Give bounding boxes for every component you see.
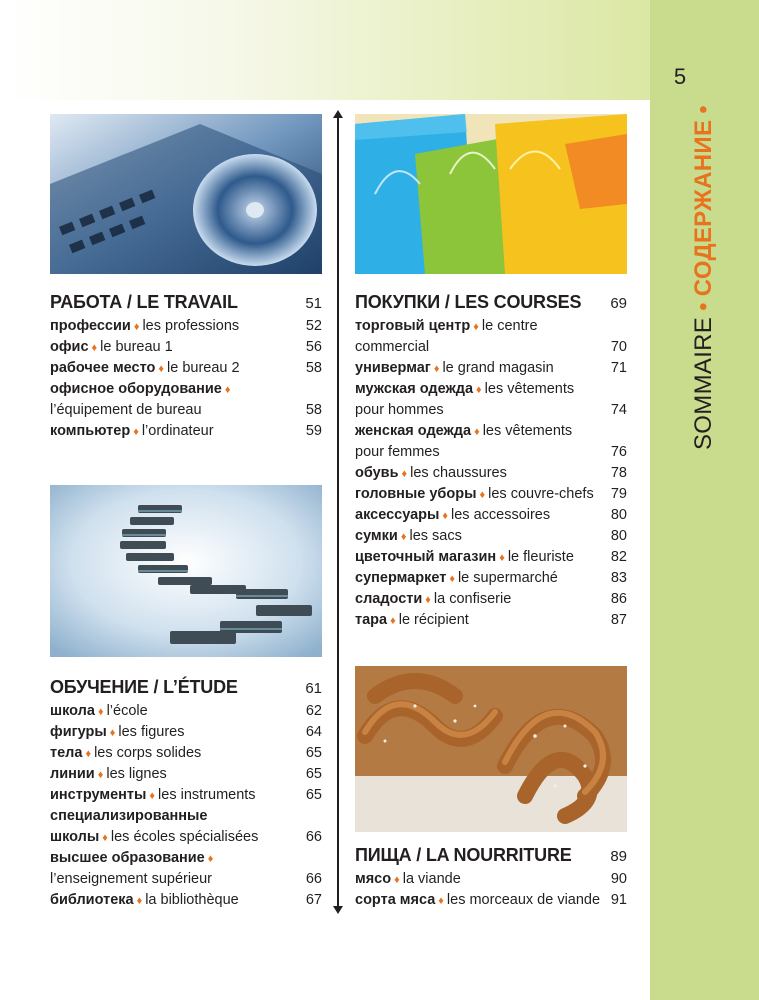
toc-entry xyxy=(50,358,322,379)
toc-entry xyxy=(355,463,627,484)
toc-entry xyxy=(50,764,322,785)
section-heading: ПОКУПКИ / LES COURSES 69 xyxy=(355,290,627,314)
entry-ru: тара xyxy=(355,612,388,628)
toc-entry xyxy=(355,526,627,547)
diamond-separator-icon: ♦ xyxy=(224,384,231,396)
entry-fr: le bureau 1 xyxy=(100,339,173,355)
toc-entry xyxy=(355,869,627,890)
entry-ru: школа xyxy=(50,703,95,719)
entry-ru: инструменты xyxy=(50,787,147,803)
entry-fr: les couvre-chefs xyxy=(488,486,594,502)
toc-entry xyxy=(50,785,322,806)
entry-ru: школы xyxy=(50,829,100,845)
entry-ru: фигуры xyxy=(50,724,107,740)
toc-entry xyxy=(355,484,627,505)
entry-fr: pour hommes xyxy=(355,402,444,418)
entry-ru: тела xyxy=(50,745,83,761)
page-ref: 65 xyxy=(305,787,322,803)
page-ref: 79 xyxy=(610,486,627,502)
page-ref: 56 xyxy=(305,339,322,355)
side-title xyxy=(690,99,718,450)
page-ref: 62 xyxy=(305,703,322,719)
entry-fr: les vêtements xyxy=(484,381,575,397)
entry-ru: офисное оборудование xyxy=(50,381,222,397)
entry-fr: le grand magasin xyxy=(442,360,554,376)
pretzels-photo xyxy=(355,666,627,832)
entry-ru: библиотека xyxy=(50,892,134,908)
entry-fr: le supermarché xyxy=(457,570,558,586)
entry-fr: le fleuriste xyxy=(507,549,574,565)
diamond-separator-icon: ♦ xyxy=(438,895,444,907)
page-ref: 64 xyxy=(305,724,322,740)
toc-entry xyxy=(355,890,627,911)
entry-ru: головные уборы xyxy=(355,486,477,502)
page-ref: 65 xyxy=(305,766,322,782)
page-ref: 58 xyxy=(305,360,322,376)
entry-ru: профессии xyxy=(50,318,131,334)
page-ref: 61 xyxy=(305,680,322,697)
toc-entry xyxy=(50,869,322,890)
diamond-separator-icon: ♦ xyxy=(400,531,407,543)
entry-ru: цветочный магазин xyxy=(355,549,497,565)
side-dot: • xyxy=(690,302,717,311)
page-ref: 69 xyxy=(610,295,627,312)
entry-fr: l’équipement de bureau xyxy=(50,402,202,418)
toc-entry xyxy=(355,568,627,589)
diamond-separator-icon: ♦ xyxy=(97,706,104,718)
side-title-fr: SOMMAIRE xyxy=(690,316,717,450)
entry-fr: les vêtements xyxy=(482,423,573,439)
toc-entry xyxy=(50,701,322,722)
entry-ru: универмаг xyxy=(355,360,431,376)
book-spiral-photo xyxy=(50,485,322,657)
entry-ru: аксессуары xyxy=(355,507,440,523)
entry-ru: высшее образование xyxy=(50,850,205,866)
diamond-separator-icon: ♦ xyxy=(158,363,165,375)
column-divider xyxy=(337,112,339,912)
page-ref: 80 xyxy=(610,507,627,523)
entry-ru: офис xyxy=(50,339,89,355)
page-ref: 86 xyxy=(610,591,627,607)
entry-fr: les instruments xyxy=(158,787,256,803)
toc-entry xyxy=(355,421,627,442)
toc-entry xyxy=(50,806,322,827)
side-title-ru: СОДЕРЖАНИЕ xyxy=(690,119,717,297)
toc-entry xyxy=(50,827,322,848)
toc-entry xyxy=(355,547,627,568)
page-ref: 65 xyxy=(305,745,322,761)
diamond-separator-icon: ♦ xyxy=(97,769,104,781)
entry-ru: линии xyxy=(50,766,95,782)
entry-ru: торговый центр xyxy=(355,318,471,334)
section-courses xyxy=(355,290,627,631)
entry-fr: le centre xyxy=(481,318,538,334)
entry-ru: супермаркет xyxy=(355,570,447,586)
diamond-separator-icon: ♦ xyxy=(473,321,479,333)
toc-entry xyxy=(50,722,322,743)
toc-entry xyxy=(50,890,322,911)
laptop-cd-photo xyxy=(50,114,322,274)
section-etude xyxy=(50,675,322,911)
entry-fr: les morceaux de viande xyxy=(446,892,601,908)
toc-entry xyxy=(50,743,322,764)
entry-fr: commercial xyxy=(355,339,430,355)
entry-fr: la viande xyxy=(402,871,461,887)
page-ref: 59 xyxy=(305,423,322,439)
diamond-separator-icon: ♦ xyxy=(136,895,143,907)
entry-fr: les accessoires xyxy=(451,507,551,523)
entry-fr: l’ordinateur xyxy=(141,423,214,439)
section-heading: ПИЩА / LA NOURRITURE 89 xyxy=(355,843,627,867)
diamond-separator-icon: ♦ xyxy=(133,426,139,438)
page-ref: 90 xyxy=(610,871,627,887)
entry-fr: les chaussures xyxy=(410,465,507,481)
entry-ru: сумки xyxy=(355,528,398,544)
page-ref: 91 xyxy=(610,892,627,908)
page-ref: 52 xyxy=(305,318,322,334)
diamond-separator-icon: ♦ xyxy=(91,342,98,354)
shopping-bags-photo xyxy=(355,114,627,274)
diamond-separator-icon: ♦ xyxy=(109,727,116,739)
page-ref: 89 xyxy=(610,848,627,865)
page-ref: 71 xyxy=(610,360,627,376)
toc-entry xyxy=(355,358,627,379)
entry-ru: сорта мяса xyxy=(355,892,436,908)
toc-entry xyxy=(50,337,322,358)
diamond-separator-icon: ♦ xyxy=(401,468,408,480)
diamond-separator-icon: ♦ xyxy=(474,426,480,438)
page-ref: 82 xyxy=(610,549,627,565)
entry-ru: мужская одежда xyxy=(355,381,474,397)
toc-entry xyxy=(355,442,627,463)
entry-fr: les sacs xyxy=(409,528,462,544)
diamond-separator-icon: ♦ xyxy=(425,594,431,606)
toc-entry xyxy=(355,316,627,337)
entry-fr: la bibliothèque xyxy=(145,892,239,908)
entry-fr: la confiserie xyxy=(433,591,512,607)
page-ref: 67 xyxy=(305,892,322,908)
entry-ru: рабочее место xyxy=(50,360,156,376)
section-heading: ОБУЧЕНИЕ / L’ÉTUDE 61 xyxy=(50,675,322,699)
toc-entry xyxy=(50,848,322,869)
diamond-separator-icon: ♦ xyxy=(449,573,455,585)
page-ref: 80 xyxy=(610,528,627,544)
side-dot: • xyxy=(690,105,717,114)
page-ref: 87 xyxy=(610,612,627,628)
diamond-separator-icon: ♦ xyxy=(479,489,486,501)
toc-entry xyxy=(50,316,322,337)
entry-ru: специализированные xyxy=(50,808,208,824)
entry-fr: les écoles spécialisées xyxy=(110,829,259,845)
toc-entry xyxy=(355,337,627,358)
section-heading: РАБОТА / LE TRAVAIL 51 xyxy=(50,290,322,314)
page-ref: 74 xyxy=(610,402,627,418)
section-travail xyxy=(50,290,322,442)
entry-fr: le récipient xyxy=(398,612,469,628)
diamond-separator-icon: ♦ xyxy=(133,321,140,333)
entry-ru: женская одежда xyxy=(355,423,472,439)
top-gradient-band xyxy=(0,0,650,100)
entry-ru: компьютер xyxy=(50,423,131,439)
toc-entry xyxy=(355,610,627,631)
diamond-separator-icon: ♦ xyxy=(102,832,108,844)
page-ref: 66 xyxy=(305,871,322,887)
entry-fr: l’enseignement supérieur xyxy=(50,871,213,887)
entry-fr: les professions xyxy=(142,318,240,334)
page-ref: 83 xyxy=(610,570,627,586)
page-ref: 51 xyxy=(305,295,322,312)
toc-entry xyxy=(50,421,322,442)
page-ref: 58 xyxy=(305,402,322,418)
divider-arrow-up-icon xyxy=(333,110,343,118)
entry-fr: pour femmes xyxy=(355,444,440,460)
page-ref: 70 xyxy=(610,339,627,355)
page-ref: 78 xyxy=(610,465,627,481)
page-ref: 76 xyxy=(610,444,627,460)
diamond-separator-icon: ♦ xyxy=(433,363,440,375)
entry-fr: les figures xyxy=(118,724,185,740)
entry-ru: мясо xyxy=(355,871,392,887)
toc-entry xyxy=(50,379,322,400)
diamond-separator-icon: ♦ xyxy=(207,853,214,865)
diamond-separator-icon: ♦ xyxy=(149,790,156,802)
toc-entry xyxy=(355,400,627,421)
entry-fr: les lignes xyxy=(106,766,167,782)
entry-fr: l’école xyxy=(106,703,148,719)
diamond-separator-icon: ♦ xyxy=(394,874,400,886)
toc-entry xyxy=(50,400,322,421)
diamond-separator-icon: ♦ xyxy=(85,748,92,760)
entry-ru: обувь xyxy=(355,465,399,481)
toc-entry xyxy=(355,505,627,526)
divider-arrow-down-icon xyxy=(333,906,343,914)
entry-fr: le bureau 2 xyxy=(167,360,240,376)
toc-entry xyxy=(355,589,627,610)
diamond-separator-icon: ♦ xyxy=(390,615,396,627)
diamond-separator-icon: ♦ xyxy=(476,384,482,396)
diamond-separator-icon: ♦ xyxy=(499,552,505,564)
page-ref: 66 xyxy=(305,829,322,845)
page-number: 5 xyxy=(673,64,687,89)
toc-entry xyxy=(355,379,627,400)
section-nourriture xyxy=(355,843,627,911)
entry-fr: les corps solides xyxy=(94,745,202,761)
entry-ru: сладости xyxy=(355,591,423,607)
diamond-separator-icon: ♦ xyxy=(442,510,448,522)
